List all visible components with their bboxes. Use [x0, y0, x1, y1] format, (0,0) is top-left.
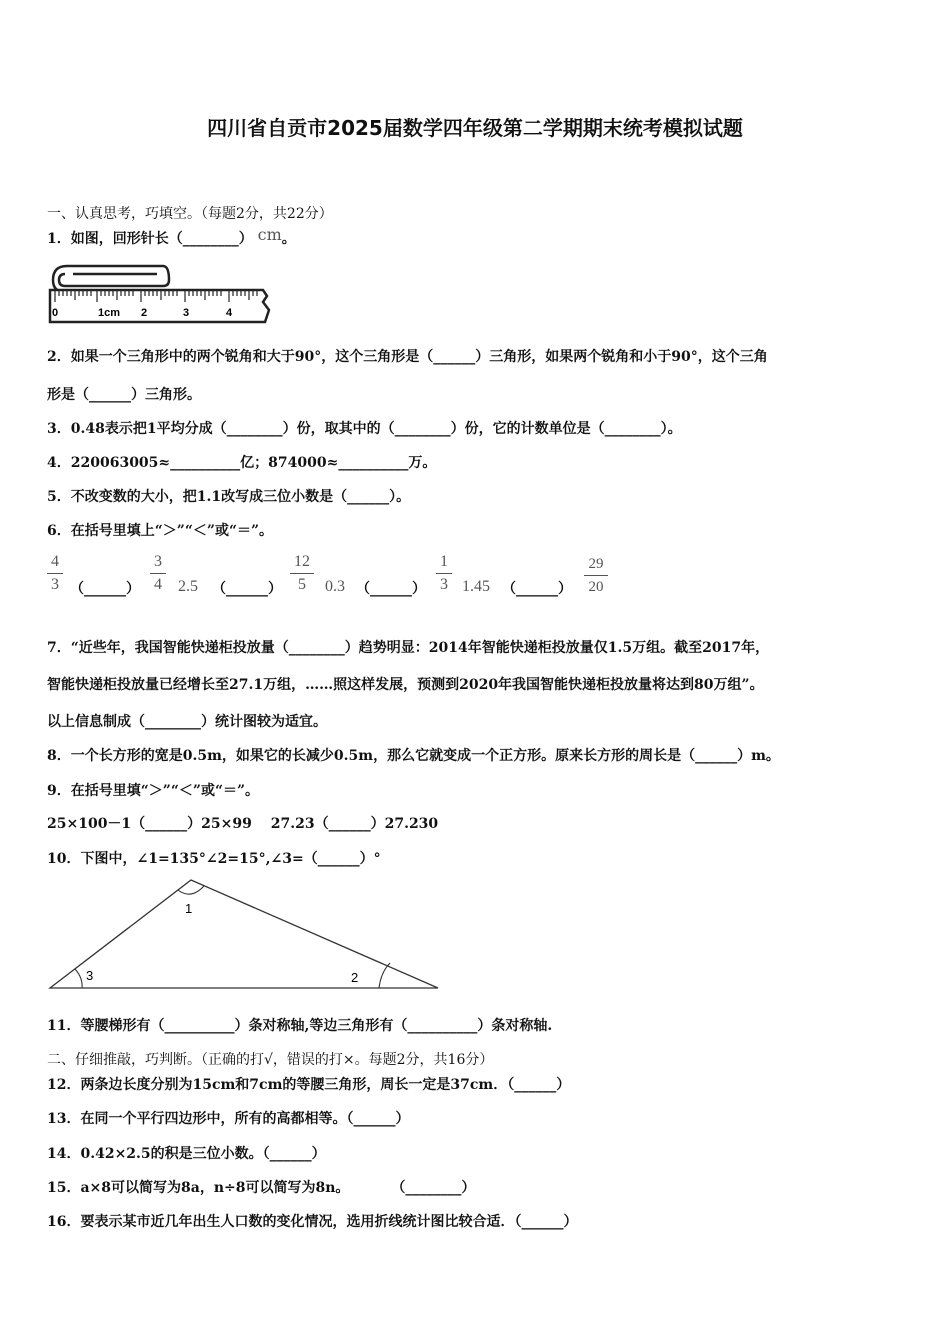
comparison-blank-1: （______）	[70, 581, 140, 597]
question-7-line-3: 以上信息制成（________）统计图较为适宜。	[47, 714, 327, 730]
fraction-numerator: 1	[440, 553, 448, 570]
comparison-blank-4: （______）	[502, 581, 572, 597]
question-13: 13．在同一个平行四边形中，所有的高都相等。（______）	[47, 1111, 410, 1127]
triangle-figure	[45, 874, 445, 996]
question-1	[47, 225, 296, 248]
question-2-line-1: 2．如果一个三角形中的两个锐角和大于90°，这个三角形是（______）三角形，如果两个锐角和小于90°，这个三角	[47, 349, 768, 365]
ruler-tick-3: 3	[182, 307, 190, 319]
paperclip-icon	[53, 266, 169, 292]
question-12: 12．两条边长度分别为15cm和7cm的等腰三角形，周长一定是37cm．（______）	[47, 1077, 571, 1093]
question-10: 10．下图中，∠1=135°∠2=15°,∠3=（______）°	[47, 851, 381, 867]
paperclip-ruler-figure	[45, 260, 275, 330]
question-7-line-2: 智能快递柜投放量已经增长至27.1万组，……照这样发展，预测到2020年我国智能快递柜投放量将达到80万组”。	[47, 677, 764, 693]
question-15: 15．a×8可以简写为8a，n÷8可以简写为8n。 （________）	[47, 1180, 476, 1196]
comparison-blank-2: （______）	[212, 581, 282, 597]
fraction-denominator: 5	[298, 576, 306, 593]
ruler	[50, 290, 269, 322]
question-5: 5．不改变数的大小，把1.1改写成三位小数是（______）。	[47, 489, 411, 505]
ruler-tick-4: 4	[225, 307, 233, 319]
question-6: 6．在括号里填上“＞”“＜”或“＝”。	[47, 523, 274, 539]
question-9-items: 25×100－1（______）25×99 27.23（______）27.230	[47, 816, 439, 832]
question-3: 3．0.48表示把1平均分成（________）份，取其中的（________）份，它的计数单位是（________）。	[47, 421, 682, 437]
question-1-unit: cm	[257, 225, 282, 244]
question-8: 8．一个长方形的宽是0.5m，如果它的长减少0.5m，那么它就变成一个正方形。原来长方形的周长是（______）m。	[47, 748, 780, 764]
question-2-line-2: 形是（______）三角形。	[47, 387, 201, 403]
triangle-shape	[50, 880, 438, 988]
fraction-29-20	[584, 555, 608, 596]
question-11: 11．等腰梯形有（__________）条对称轴,等边三角形有（__________）条对称轴.	[47, 1018, 553, 1034]
fraction-3-4	[150, 553, 166, 594]
question-16: 16．要表示某市近几年出生人口数的变化情况，选用折线统计图比较合适．（______）	[47, 1214, 578, 1230]
fraction-12-5	[290, 553, 314, 594]
fraction-denominator: 3	[51, 576, 59, 593]
question-4: 4．220063005≈__________亿；874000≈__________万。	[47, 455, 437, 471]
question-1-end: 。	[281, 231, 296, 247]
value-2-5: 2.5	[178, 578, 198, 595]
angle-3-arc	[75, 969, 82, 988]
question-14: 14．0.42×2.5的积是三位小数。（______）	[47, 1146, 326, 1162]
section-1-heading: 一、认真思考，巧填空。（每题2分，共22分）	[47, 206, 333, 222]
ruler-tick-0: 0	[51, 307, 59, 319]
angle-3-label: 3	[86, 968, 94, 983]
ruler-tick-2: 2	[140, 307, 148, 319]
fraction-numerator: 29	[588, 556, 604, 572]
comparison-blank-3: （______）	[356, 581, 426, 597]
angle-2-label: 2	[351, 970, 359, 985]
fraction-numerator: 4	[51, 553, 59, 570]
fraction-1-3	[436, 553, 452, 594]
section-2-heading: 二、仔细推敲，巧判断。（正确的打√，错误的打×。每题2分，共16分）	[47, 1052, 494, 1068]
question-9: 9．在括号里填“＞”“＜”或“＝”。	[47, 783, 260, 799]
question-7-line-1: 7．“近些年，我国智能快递柜投放量（________）趋势明显：2014年智能快递柜投放量仅1.5万组。截至2017年，	[47, 640, 770, 656]
fraction-denominator: 3	[440, 576, 448, 593]
fraction-denominator: 4	[154, 576, 162, 593]
ruler-tick-1: 1cm	[97, 307, 121, 319]
angle-1-label: 1	[185, 901, 193, 916]
value-1-45: 1.45	[462, 578, 490, 595]
fraction-numerator: 3	[154, 553, 162, 570]
value-0-3: 0.3	[325, 578, 345, 595]
page-title: 四川省自贡市2025届数学四年级第二学期期末统考模拟试题	[207, 116, 743, 140]
fraction-numerator: 12	[294, 553, 310, 570]
fraction-4-3	[47, 553, 63, 594]
fraction-denominator: 20	[588, 579, 604, 595]
question-1-text: 1．如图，回形针长（________）	[47, 231, 253, 247]
